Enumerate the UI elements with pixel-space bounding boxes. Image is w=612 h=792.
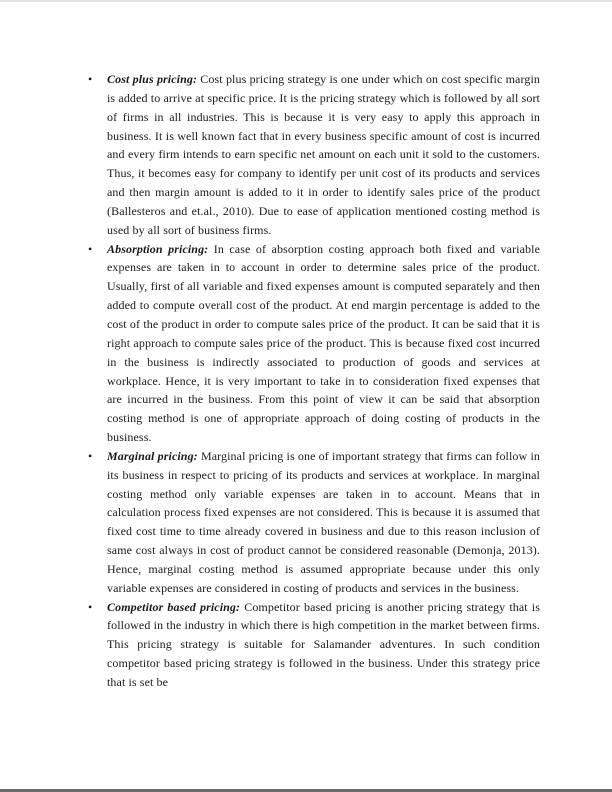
bullet-lead-text: Competitor based pricing: (107, 599, 241, 614)
bullet-lead-text: Marginal pricing: (107, 448, 198, 463)
list-item (107, 70, 540, 240)
bullet-body-text: Marginal pricing is one of important strategy that firms can follow in its business in respect to pricing of its products and services at workplace. In marginal costing method only variable expenses are taken in to account. Means that in calculation process fixed expenses are not considered. This is because it is assumed that fixed cost time to time already covered in business and due to this reason inclusion of same cost always in cost of product cannot be considered reasonable (Demonja, 2013). Hence, marginal costing method is assumed appropriate because under this only variable expenses are considered in costing of products and services in the business. (107, 448, 540, 595)
list-item (107, 598, 540, 692)
bullet-body-text: Cost plus pricing strategy is one under which on cost specific margin is added to arrive at specific price. It is the pricing strategy which is followed by all sort of firms in all industries. This is because it is very easy to apply this approach in business. It is well known fact that in every business specific amount of cost is incurred and every firm intends to earn specific net amount on each unit it sold to the customers. Thus, it becomes easy for company to identify per unit cost of its products and services and then margin amount is added to it in order to identify sales price of the product (Ballesteros and et.al., 2010). Due to ease of application mentioned costing method is used by all sort of business firms. (107, 72, 540, 237)
bullet-list (107, 70, 540, 692)
bullet-body-text: In case of absorption costing approach both fixed and variable expenses are taken in to account in order to determine sales price of the product. Usually, first of all variable and fixed expenses amount is computed separately and then added to compute overall cost of the product. At end margin percentage is added to the cost of the product in order to compute sales price of the product. It can be said that it is right approach to compute sales price of the product. This is because fixed cost incurred in the business is indirectly associated to production of goods and services at workplace. Hence, it is very important to take in to consideration fixed expenses that are incurred in the business. From this point of view it can be said that absorption costing method is one of appropriate approach of doing costing of products in the business. (107, 241, 541, 445)
bullet-lead-text: Cost plus pricing: (107, 72, 198, 86)
bullet-lead-text: Absorption pricing: (107, 241, 209, 256)
list-item (107, 447, 540, 598)
page-top-edge (0, 0, 612, 2)
bullet-body-text: Competitor based pricing is another pricing strategy that is followed in the industry in which there is high competition in the market between firms. This pricing strategy is suitable for Salamander adventures. In such condition competitor based pricing strategy is followed in the business. Under this strategy price that is set be (107, 599, 540, 689)
list-item (107, 240, 540, 447)
